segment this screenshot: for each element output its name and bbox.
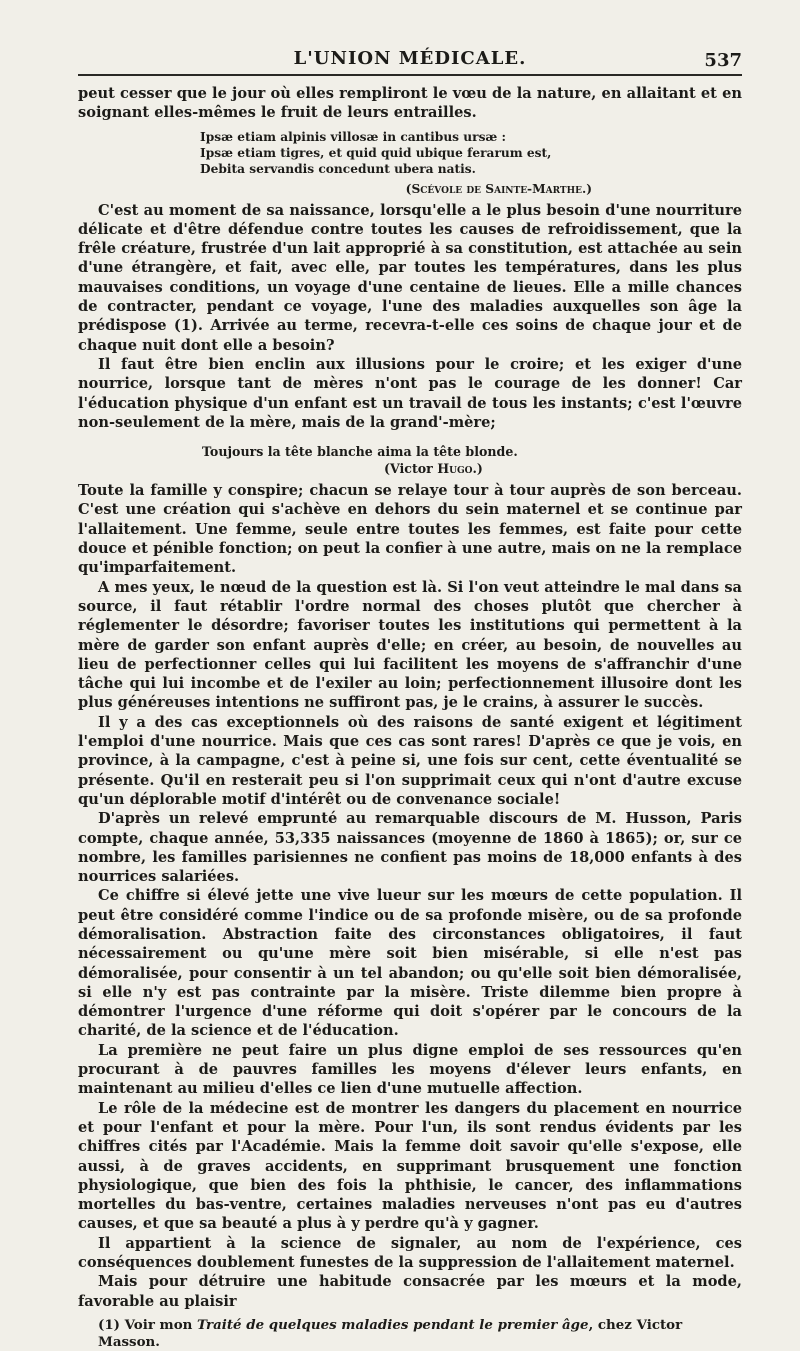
paragraph-1: peut cesser que le jour où elles rempliront le vœu de la nature, en allaitant et en soignant elles-mêmes le fruit de leurs entrailles. (78, 85, 742, 122)
document-page (78, 40, 742, 1351)
paragraph-2: C'est au moment de sa naissance, lorsqu'elle a le plus besoin d'une nourriture délicate et d'être défendue contre toutes les causes de refroidissement, que la frêle créature, frustrée d'un lait approprié à sa constitution, est attachée au sein d'une étrangère, et fait, avec elle, par toutes les températures, dans les plus mauvaises conditions, un voyage d'une centaine de lieues. Elle a mille chances de contracter, pendant ce voyage, l'une des maladies auxquelles son âge la prédispose (1). Arrivée au terme, recevra-t-elle ces soins de chaque jour et de chaque nuit dont elle a besoin? (78, 201, 742, 354)
hugo-verse: Toujours la tête blanche aima la tête blonde. (202, 444, 518, 460)
verse-attribution-2 (384, 460, 742, 477)
attrib-open: ( (405, 181, 412, 196)
verse-line-3: Debita servandis concedunt ubera natis. (200, 161, 476, 176)
footnote-rest: , chez Victor Masson. (98, 1316, 683, 1350)
verse-line-2: Ipsæ etiam tigres, et quid quid ubique ferarum est, (200, 145, 552, 160)
paragraph-12: Mais pour détruire une habitude consacrée par les mœurs et la mode, favorable au plaisir (78, 1273, 742, 1310)
paragraph-11: Il appartient à la science de signaler, au nom de l'expérience, ces conséquences doublement funestes de la suppression de l'allaitement maternel. (78, 1234, 742, 1272)
footnote (78, 1317, 742, 1351)
attrib-close: ) (586, 181, 592, 196)
attrib2-close: ) (476, 461, 483, 477)
latin-verse (200, 129, 742, 177)
paragraph-8: Ce chiffre si élevé jette une vive lueur sur les mœurs de cette population. Il peut être considéré comme l'indice ou de sa profonde misère, ou de sa profonde démoralisation. Abstraction faite des circonstances obligatoires, il faut nécessairement ou qu'une mère soit bien misérable, si elle n'est pas démoralisée, pour consentir à un tel abandon; ou qu'elle soit bien démoralisée, si elle n'y est pas contrainte par la misère. Triste dilemme bien propre à démontrer l'urgence d'une réforme qui doit s'opérer par le concours de la charité, de la science et de l'éducation. (78, 887, 742, 1040)
paragraph-9: La première ne peut faire un plus digne emploi de ses ressources qu'en procurant à de pauvres familles les moyens d'élever leurs enfants, en maintenant au milieu d'elles ce lien d'une mutuelle affection. (78, 1041, 742, 1098)
attrib-author: Scévole de Sainte-Marthe. (411, 181, 587, 196)
paragraph-3: Il faut être bien enclin aux illusions pour le croire; et les exiger d'une nourrice, lorsque tant de mères n'ont pas le courage de les donner! Car l'éducation physique d'un enfant est un travail de tous les instants; c'est l'œuvre non-seulement de la mère, mais de la grand'-mère; (78, 355, 742, 431)
paragraph-10: Le rôle de la médecine est de montrer les dangers du placement en nourrice et pour l'enfant et pour la mère. Pour l'un, ils sont rendus évidents par les chiffres cités par l'Académie. Mais la femme doit savoir qu'elle s'expose, elle aussi, à de graves accidents, en supprimant brusquement une fonction physiologique, que bien des fois la phthisie, le cancer, des inflammations mortelles du bas-ventre, certaines maladies nerveuses n'ont pas eu d'autres causes, et que sa beauté a plus à y perdre qu'à y gagner. (78, 1099, 742, 1233)
verse-line-1: Ipsæ etiam alpinis villosæ in cantibus ursæ : (200, 129, 507, 144)
footnote-marker: (1) Voir mon (98, 1316, 198, 1333)
attrib2-open: (Victor (384, 461, 438, 477)
paragraph-6: Il y a des cas exceptionnels où des raisons de santé exigent et légitiment l'emploi d'une nourrice. Mais que ces cas sont rares! D'après ce que je vois, en province, à la campagne, c'est à peine si, une fois sur cent, cette éventualité se présente. Qu'il en resterait peu si l'on supprimait ceux qui n'ont d'autre excuse qu'un déplorable motif d'intérêt ou de convenance sociale! (78, 713, 742, 808)
running-title: L'UNION MÉDICALE. (293, 48, 527, 69)
paragraph-5: A mes yeux, le nœud de la question est là. Si l'on veut atteindre le mal dans sa source, il faut rétablir l'ordre normal des choses plutôt que chercher à réglementer le désordre; favoriser toutes les institutions qui permettent à la mère de garder son enfant auprès d'elle; en créer, au besoin, de nouvelles au lieu de perfectionner celles qui lui facilitent les moyens de s'affranchir d'une tâche qui lui incombe et de l'exiler au loin; perfectionnement illusoire dont les plus généreuses intentions ne suffiront pas, je le crains, à assurer le succès. (78, 578, 742, 712)
page-number: 537 (704, 50, 742, 71)
paragraph-4: Toute la famille y conspire; chacun se relaye tour à tour auprès de son berceau. C'est une création qui s'achève en dehors du sein maternel et se continue par l'allaitement. Une femme, seule entre toutes les femmes, est faite pour cette douce et pénible fonction; on peut la confier à une autre, mais on ne la remplace qu'imparfaitement. (78, 482, 742, 577)
page-header (78, 40, 742, 74)
paragraph-7: D'après un relevé emprunté au remarquable discours de M. Husson, Paris compte, chaque année, 53,335 naissances (moyenne de 1860 à 1865); or, sur ce nombre, les familles parisiennes ne confient pas moins de 18,000 enfants à des nourrices salariées. (78, 810, 742, 886)
attrib2-author: Hugo. (437, 461, 477, 477)
header-rule (78, 74, 742, 76)
verse-attribution-1 (78, 181, 742, 197)
footnote-title: Traité de quelques maladies pendant le premier âge (197, 1316, 589, 1333)
